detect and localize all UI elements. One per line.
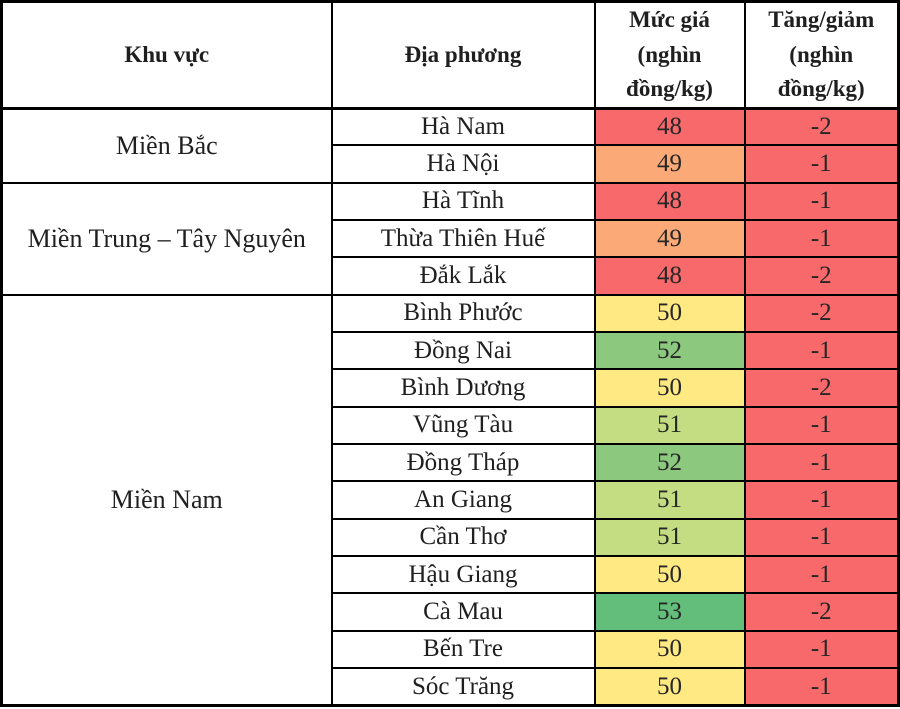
locality-cell: Cà Mau	[332, 593, 595, 630]
change-cell: -1	[745, 631, 899, 668]
header-locality: Địa phương	[332, 2, 595, 109]
locality-cell: Hậu Giang	[332, 556, 595, 593]
locality-cell: Đồng Nai	[332, 332, 595, 369]
change-cell: -1	[745, 220, 899, 257]
locality-cell: Sóc Trăng	[332, 668, 595, 705]
change-cell: -1	[745, 519, 899, 556]
price-cell: 50	[595, 369, 745, 406]
change-cell: -2	[745, 369, 899, 406]
locality-cell: Bình Dương	[332, 369, 595, 406]
change-cell: -2	[745, 257, 899, 294]
table-row	[2, 295, 899, 332]
price-cell: 51	[595, 519, 745, 556]
price-cell: 48	[595, 183, 745, 220]
locality-cell: Vũng Tàu	[332, 407, 595, 444]
price-cell: 50	[595, 631, 745, 668]
price-cell: 51	[595, 407, 745, 444]
locality-cell: Đồng Tháp	[332, 444, 595, 481]
price-cell: 48	[595, 257, 745, 294]
price-cell: 53	[595, 593, 745, 630]
change-cell: -1	[745, 556, 899, 593]
header-price: Mức giá (nghìn đồng/kg)	[595, 2, 745, 109]
change-cell: -2	[745, 295, 899, 332]
region-cell-mien-nam: Miền Nam	[2, 295, 332, 706]
locality-cell: Bình Phước	[332, 295, 595, 332]
price-cell: 50	[595, 295, 745, 332]
change-cell: -1	[745, 668, 899, 705]
table-row	[2, 108, 899, 145]
header-region: Khu vực	[2, 2, 332, 109]
change-cell: -1	[745, 145, 899, 182]
change-cell: -1	[745, 481, 899, 518]
price-cell: 48	[595, 108, 745, 145]
region-cell-mien-trung-tay-nguyen: Miền Trung – Tây Nguyên	[2, 183, 332, 295]
locality-cell: Hà Tĩnh	[332, 183, 595, 220]
locality-cell: Hà Nội	[332, 145, 595, 182]
price-cell: 49	[595, 145, 745, 182]
change-cell: -2	[745, 108, 899, 145]
locality-cell: Đắk Lắk	[332, 257, 595, 294]
locality-cell: Cần Thơ	[332, 519, 595, 556]
change-cell: -1	[745, 444, 899, 481]
change-cell: -2	[745, 593, 899, 630]
change-cell: -1	[745, 407, 899, 444]
table-row	[2, 183, 899, 220]
locality-cell: An Giang	[332, 481, 595, 518]
locality-cell: Bến Tre	[332, 631, 595, 668]
price-cell: 52	[595, 444, 745, 481]
price-cell: 51	[595, 481, 745, 518]
price-cell: 50	[595, 668, 745, 705]
locality-cell: Thừa Thiên Huế	[332, 220, 595, 257]
locality-cell: Hà Nam	[332, 108, 595, 145]
price-cell: 49	[595, 220, 745, 257]
price-cell: 52	[595, 332, 745, 369]
change-cell: -1	[745, 332, 899, 369]
header-change: Tăng/giảm (nghìn đồng/kg)	[745, 2, 899, 109]
region-cell-mien-bac: Miền Bắc	[2, 108, 332, 183]
price-cell: 50	[595, 556, 745, 593]
header-row	[2, 2, 899, 109]
change-cell: -1	[745, 183, 899, 220]
